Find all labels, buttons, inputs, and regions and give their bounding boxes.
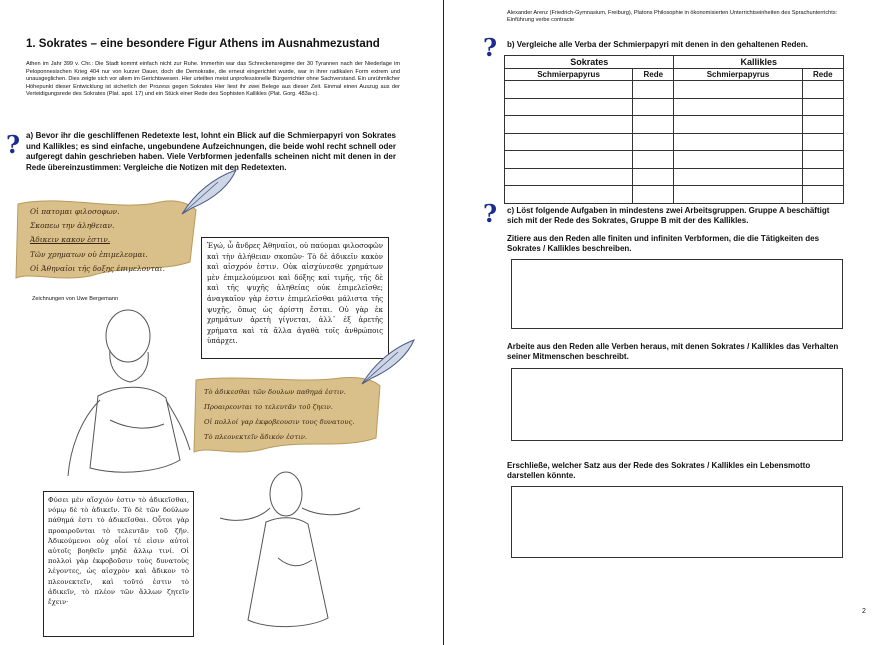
author-meta: Alexander Arenz (Friedrich-Gymnasium, Freiburg), Platons Philosophie in ökonomisierten Unterrichtseinheiten des Sprachunterrichts: Einführung verbe contracte <box>507 10 838 24</box>
table-row <box>505 133 844 151</box>
papyrus-line: Σκοπεω την ἀληθειαν. <box>30 221 115 231</box>
page-number: 2 <box>862 608 866 615</box>
table-cell[interactable] <box>505 81 633 99</box>
papyrus-line: Τὸ πλεονεκτεῖν ἄδικόν ἐστιν. <box>204 433 308 441</box>
kallikles-speech-box: Φύσει μὲν αἴσχιόν ἐστιν τὸ ἀδικεῖσθαι, νόμῳ δὲ τὸ ἀδικεῖν. Τὸ δὲ τῶν δούλων πάθημά ἐστι τὸ ἀδικεῖσθαι. Οὗτοι γὰρ προαιροῦνται τὸ τελευτᾶν τοῦ ζῆν. Ἀδικούμενοι οὐχ οἷοί τέ εἰσιν αὐτοὶ αὑτοῖς βοηθεῖν μηδὲ ἄλλῳ τινί. Οἱ πολλοὶ γὰρ ἐκφοβοῦσιν τοὺς δυνατοὺς λέγοντες, ὡς αἰσχρὸν καὶ ἄδικον τὸ πλεονεκτεῖν, καὶ τοῦτό ἐστιν τὸ ἀδικεῖν, τὸ πλέον τῶν ἄλλων ζητεῖν ἔχειν· <box>43 491 194 637</box>
papyrus-line: Οἱ Ἀθηναῖοι τῆς δοξης ἐπιμελονται. <box>30 263 165 273</box>
answer-box-c1[interactable] <box>511 259 843 329</box>
table-cell[interactable] <box>802 133 843 151</box>
table-cell[interactable] <box>674 81 802 99</box>
papyrus-line: Τὸ ἀδικεσθαι τῶν δουλων παθημά ἐστιν. <box>204 388 346 396</box>
table-cell[interactable] <box>505 133 633 151</box>
table-row <box>505 168 844 186</box>
table-cell[interactable] <box>633 116 674 134</box>
table-row <box>505 81 844 99</box>
socrates-drawing <box>40 300 210 490</box>
table-cell[interactable] <box>674 116 802 134</box>
question-mark-icon: ? <box>483 199 498 228</box>
page-divider <box>443 0 444 645</box>
table-group-kallikles: Kallikles <box>674 56 844 69</box>
table-cell[interactable] <box>674 186 802 204</box>
question-mark-icon: ? <box>6 130 21 159</box>
table-cell[interactable] <box>505 98 633 116</box>
table-group-sokrates: Sokrates <box>505 56 674 69</box>
table-cell[interactable] <box>633 98 674 116</box>
table-cell[interactable] <box>633 133 674 151</box>
task-c-text: c) Löst folgende Aufgaben in mindestens zwei Arbeitsgruppen. Gruppe A beschäftigt sich mit der Rede des Sokrates, Gruppe B mit der des Kallikles. <box>507 206 830 225</box>
table-row <box>505 151 844 169</box>
page-title: 1. Sokrates – eine besondere Figur Athens im Ausnahmezustand <box>26 38 380 50</box>
answer-box-c3[interactable] <box>511 486 843 558</box>
table-cell[interactable] <box>505 168 633 186</box>
papyrus-sokrates-notes <box>30 205 200 276</box>
table-cell[interactable] <box>505 186 633 204</box>
table-cell[interactable] <box>802 116 843 134</box>
papyrus-line: Οἱ πολλοί γαρ ἐκφοβεουσιν τους δυνατους. <box>204 418 355 426</box>
papyrus-kallikles-notes <box>204 385 384 445</box>
table-cell[interactable] <box>802 168 843 186</box>
table-row <box>505 98 844 116</box>
question-mark-icon: ? <box>483 33 498 62</box>
quill-icon <box>178 168 240 218</box>
papyrus-line: Προαιρεονται το τελευτᾶν τοῦ ζηειν. <box>204 403 333 411</box>
table-col-header: Schmierpapyrus <box>505 69 633 81</box>
table-cell[interactable] <box>674 151 802 169</box>
table-col-header: Rede <box>633 69 674 81</box>
table-cell[interactable] <box>674 98 802 116</box>
kallikles-drawing <box>200 468 380 638</box>
table-col-header: Schmierpapyrus <box>674 69 802 81</box>
table-cell[interactable] <box>633 151 674 169</box>
table-cell[interactable] <box>802 81 843 99</box>
table-cell[interactable] <box>633 186 674 204</box>
papyrus-line: Ἀδικειν κακον ἐστιν. <box>30 235 111 245</box>
table-row <box>505 186 844 204</box>
table-cell[interactable] <box>802 98 843 116</box>
task-c1-text: Zitiere aus den Reden alle finiten und infiniten Verbformen, die die Tätigkeiten des Sokrates / Kallikles beschreiben. <box>507 234 820 253</box>
answer-box-c2[interactable] <box>511 368 843 441</box>
task-c3-text: Erschließe, welcher Satz aus der Rede des Sokrates / Kallikles ein Lebensmotto darstellen könnte. <box>507 461 811 480</box>
table-col-header: Rede <box>802 69 843 81</box>
verb-comparison-table <box>504 55 844 204</box>
papyrus-line: Τῶν χρηματων οὐ ἐπιμελεομαι. <box>30 249 148 259</box>
table-cell[interactable] <box>802 186 843 204</box>
quill-icon <box>358 338 418 388</box>
sokrates-speech-box: Ἐγώ, ὦ ἄνδρες Ἀθηναῖοι, οὐ παύομαι φιλοσοφῶν καὶ τὴν ἀλήθειαν σκοπῶν· Τὸ δὲ ἀδικεῖν κακὸν καὶ αἰσχρόν ἐστιν. Οὐκ αἰσχύνεσθε χρημάτων μὲν ἐπιμελούμενοι καὶ δόξης καὶ τιμῆς, τῆς δὲ καὶ τῆς ψυχῆς ἀληθείας οὐκ ἐπιμελεῖσθε; ἀναγκαῖον γὰρ ἐστιν ἐπιμελεῖσθαι μάλιστα τῆς ψυχῆς, ὅπως ὡς ἀρίστη ἔσται. Οὐ γὰρ ἐκ χρημάτων ἀρετὴ γίγνεται, ἀλλ᾽ ἐξ ἀρετῆς χρήματα καὶ τὰ ἄλλα ἀγαθὰ τοῖς ἀνθρώποις ὑπάρχει. <box>201 237 389 359</box>
illustration-credit: Zeichnungen von Uwe Bergemann <box>32 296 119 302</box>
table-cell[interactable] <box>674 133 802 151</box>
table-row <box>505 116 844 134</box>
table-cell[interactable] <box>633 81 674 99</box>
papyrus-line: Οἱ πατομαι φιλοσοφων. <box>30 207 120 216</box>
task-c2-text: Arbeite aus den Reden alle Verben heraus, mit denen Sokrates / Kallikles das Verhalten seiner Mitmenschen beschreibt. <box>507 342 839 361</box>
intro-text: Athen im Jahr 399 v. Chr.: Die Stadt kommt einfach nicht zur Ruhe. Immerhin war das Schreckensregime der 30 Tyrannen nach der Niederlage im Peloponnesischen Krieg 404 nur von kurzer Dauer, doch die Demokratie, die erneut eingerichtet wurde, war in ihrer radikalen Form extrem und unausgeglichen. Dies zeigte sich vor allem im Gerichtswesen. Hier urteilten meist unprofessionelle Bürgerrichter ohne Sachverstand. Ein unrühmlicher Höhepunkt dieser Entwicklung ist sicherlich der Prozess gegen Sokrates Hier liest ihr zwei Belege aus dieser Zeit. Einmal einen Auszug aus der Verteidigungsrede des Sokrates (Plat. apol. 17) und ein Stück einer Rede des Sophisten Kallikles (Plat. Gorg. 483a-c). <box>26 61 400 98</box>
task-a-text: a) Bevor ihr die geschliffenen Redetexte lest, lohnt ein Blick auf die Schmierpapyri von Sokrates und Kallikles; es sind einfache, ungebundene Aufzeichnungen, die beide wohl recht schnell oder aufgeregt dahin geschrieben haben. Viele Verbformen jedenfalls scheinen nicht mit denen in der Rede übereinzustimmen: Vergleiche die Notizen mit den Redetexten. <box>26 131 396 172</box>
task-b-text: b) Vergleiche alle Verba der Schmierpapyri mit denen in den gehaltenen Reden. <box>507 40 808 49</box>
table-cell[interactable] <box>505 151 633 169</box>
table-cell[interactable] <box>674 168 802 186</box>
table-cell[interactable] <box>633 168 674 186</box>
table-cell[interactable] <box>505 116 633 134</box>
table-cell[interactable] <box>802 151 843 169</box>
